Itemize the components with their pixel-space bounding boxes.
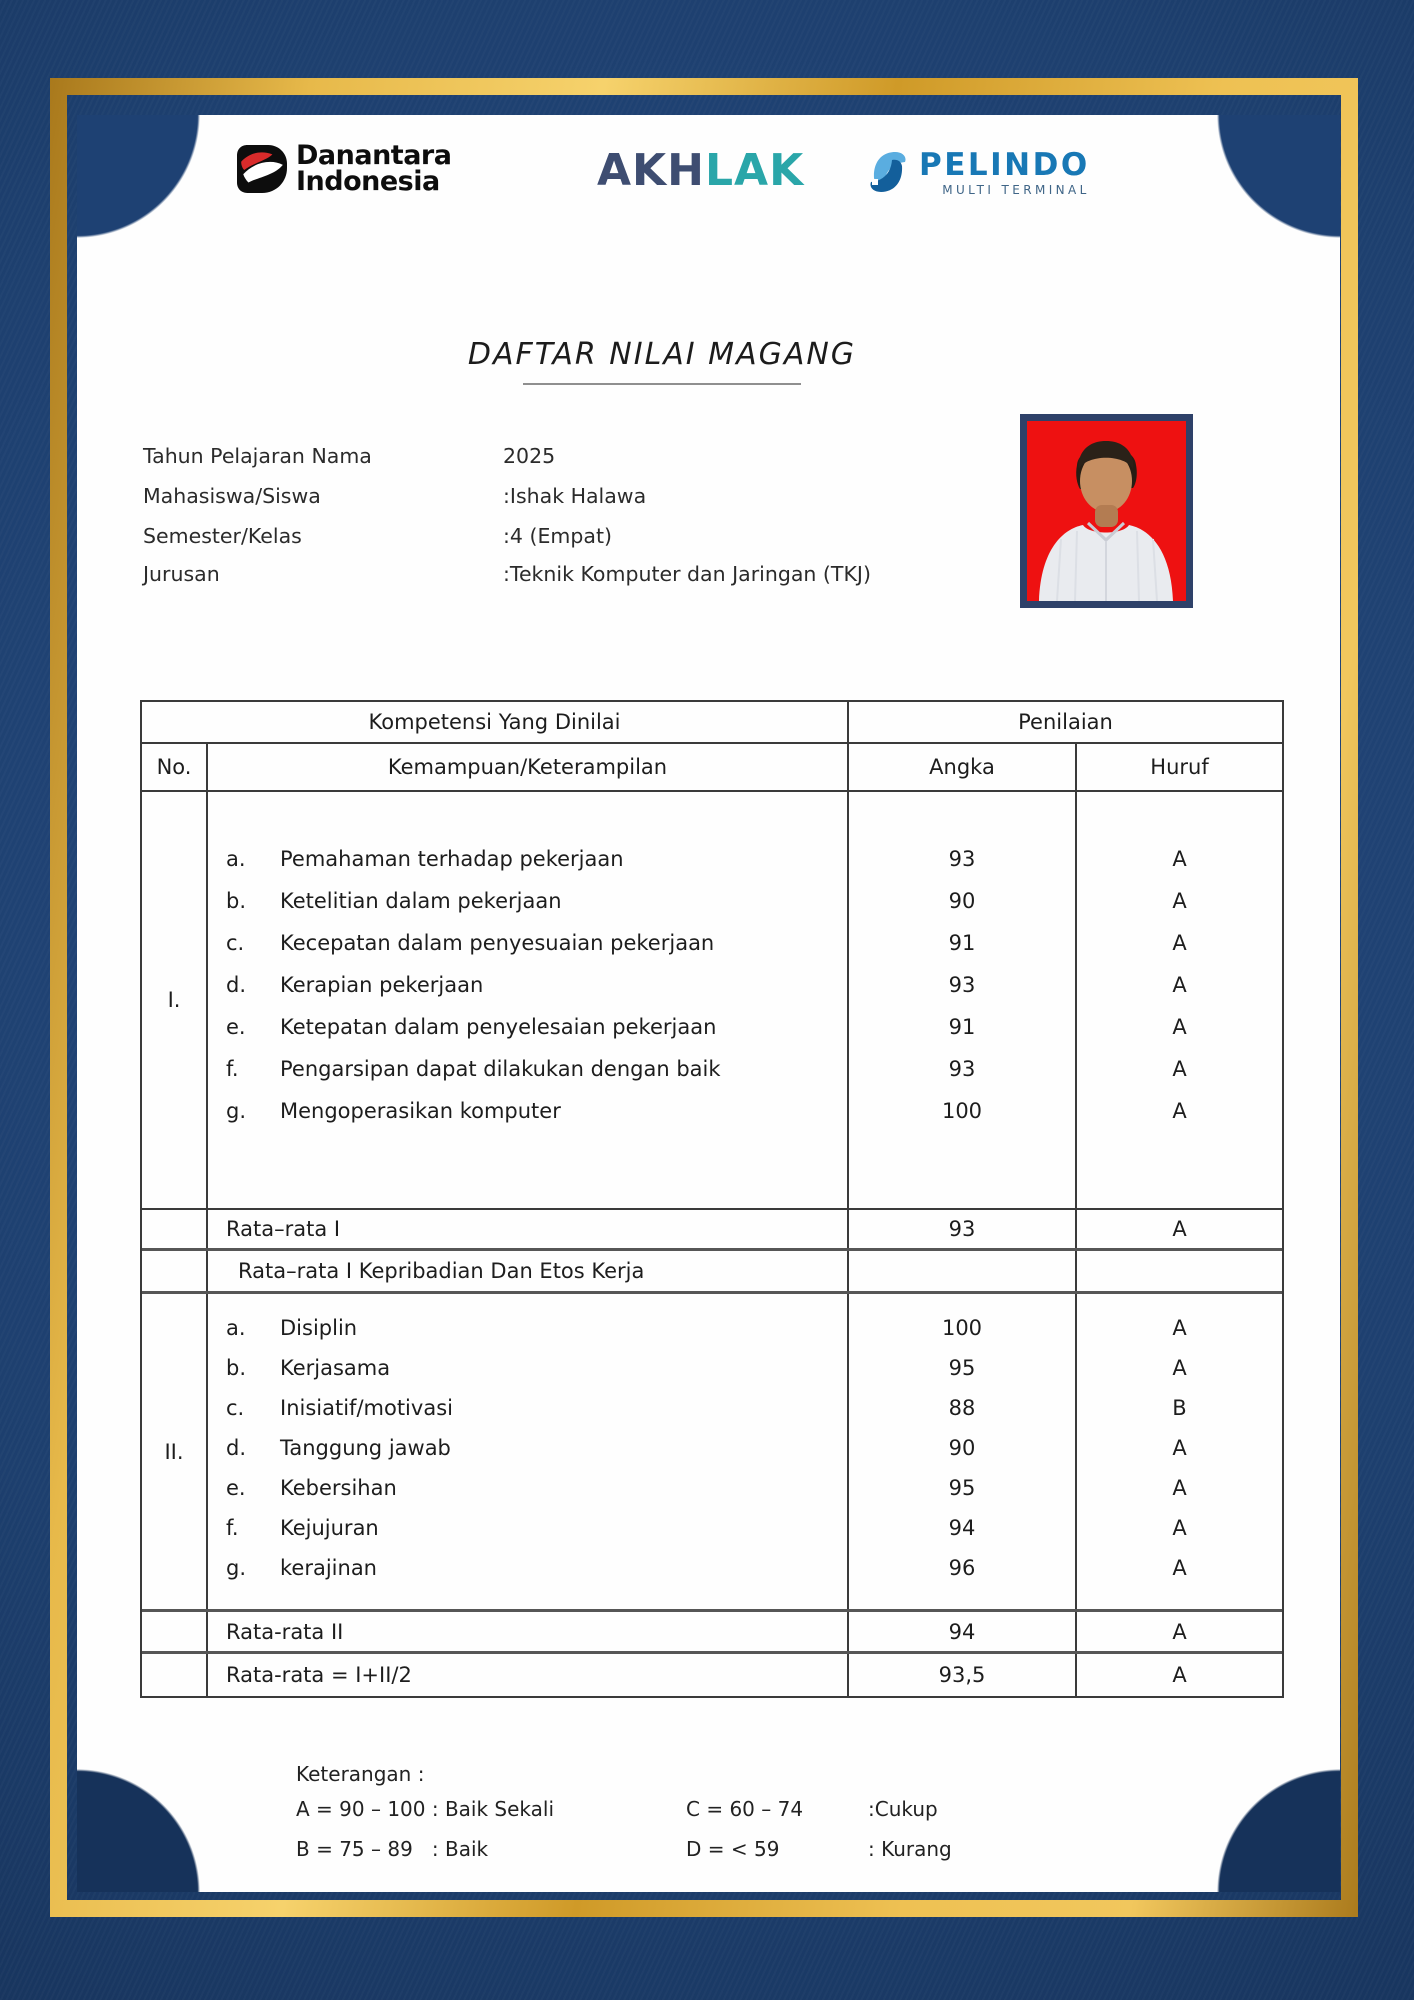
- skill-label: Mengoperasikan komputer: [280, 1099, 561, 1123]
- section-1-angka: [849, 792, 1077, 1208]
- header-skill: Kemampuan/Keterampilan: [208, 744, 849, 790]
- certificate-page: [77, 115, 1340, 1892]
- info-label: Jurusan: [143, 562, 220, 586]
- skill-letter: c.: [226, 931, 245, 955]
- roman-numeral: I.: [167, 988, 181, 1012]
- score-angka: 90: [948, 1436, 976, 1460]
- score-angka: 100: [941, 1099, 983, 1123]
- skill-label: Disiplin: [280, 1316, 358, 1340]
- skill-label: Pengarsipan dapat dilakukan dengan baik: [280, 1057, 721, 1081]
- info-label: Mahasiswa/Siswa: [143, 484, 321, 508]
- section-1-skills: [208, 792, 849, 1208]
- score-angka: 96: [948, 1556, 976, 1580]
- empty-cell: [1077, 1251, 1282, 1291]
- danantara-logo: [237, 140, 452, 197]
- skill-row: [208, 1468, 847, 1508]
- info-value: :4 (Empat): [503, 524, 612, 548]
- legend-grade-d: D = < 59: [686, 1837, 780, 1861]
- skill-row: [208, 1428, 847, 1468]
- skill-letter: d.: [226, 973, 247, 997]
- student-photo: [1020, 414, 1193, 608]
- skill-label: kerajinan: [280, 1556, 377, 1580]
- akhlak-logo: [597, 145, 804, 197]
- section-1-body: [142, 792, 1282, 1210]
- header-competency: Kompetensi Yang Dinilai: [142, 702, 849, 742]
- score-huruf: A: [1172, 1436, 1187, 1460]
- skill-row: [208, 1548, 847, 1588]
- pelindo-logo-icon: [865, 148, 911, 196]
- empty-cell: [142, 1654, 208, 1696]
- skill-label: Kerapian pekerjaan: [280, 973, 484, 997]
- skill-letter: b.: [226, 889, 247, 913]
- info-value: :Ishak Halawa: [503, 484, 647, 508]
- score-huruf: A: [1172, 1316, 1187, 1340]
- score-angka: 95: [948, 1476, 976, 1500]
- score-angka: 90: [948, 889, 976, 913]
- score-huruf: A: [1172, 1356, 1187, 1380]
- skill-letter: g.: [226, 1099, 247, 1123]
- title-underline: [523, 383, 801, 385]
- skill-label: Ketepatan dalam penyelesaian pekerjaan: [280, 1015, 717, 1039]
- empty-cell: [142, 1251, 208, 1291]
- score-angka: 91: [948, 1015, 976, 1039]
- score-huruf: A: [1172, 973, 1187, 997]
- skill-letter: g.: [226, 1556, 247, 1580]
- section-2-angka: [849, 1294, 1077, 1609]
- header-huruf: Huruf: [1150, 755, 1209, 779]
- akhlak-wordmark-lak: LAK: [704, 145, 805, 196]
- average-2-angka: 94: [849, 1612, 1077, 1651]
- empty-cell: [142, 1612, 208, 1651]
- average-1-huruf: A: [1172, 1217, 1187, 1241]
- skill-letter: f.: [226, 1057, 239, 1081]
- skill-letter: c.: [226, 1396, 245, 1420]
- skill-label: Kecepatan dalam penyesuaian pekerjaan: [280, 931, 715, 955]
- skill-row: [208, 1048, 847, 1090]
- divider-row: [142, 1251, 1282, 1294]
- section-2-skills: [208, 1294, 849, 1609]
- total-label: Rata-rata = I+II/2: [208, 1654, 849, 1696]
- skill-letter: f.: [226, 1516, 239, 1540]
- skill-row: [208, 1508, 847, 1548]
- skill-label: Kejujuran: [280, 1516, 379, 1540]
- score-huruf: A: [1172, 847, 1187, 871]
- skill-row: [208, 922, 847, 964]
- header-assessment: Penilaian: [1018, 710, 1113, 734]
- score-huruf: A: [1172, 1015, 1187, 1039]
- score-huruf: A: [1172, 931, 1187, 955]
- average-2-row: [142, 1612, 1282, 1654]
- info-value: 2025: [503, 444, 556, 468]
- akhlak-wordmark-akh: AKH: [597, 145, 705, 196]
- average-2-huruf: A: [1172, 1619, 1187, 1644]
- legend-grade-b: B = 75 – 89 : Baik: [296, 1837, 489, 1861]
- total-huruf: A: [1172, 1663, 1187, 1687]
- grades-table: [140, 700, 1284, 1698]
- table-header-row-1: [142, 702, 1282, 744]
- skill-label: Kebersihan: [280, 1476, 397, 1500]
- section-2-huruf: [1077, 1294, 1282, 1609]
- score-angka: 100: [941, 1316, 983, 1340]
- legend-grade-c: C = 60 – 74: [686, 1797, 804, 1821]
- info-value: :Teknik Komputer dan Jaringan (TKJ): [503, 562, 871, 586]
- score-angka: 93: [948, 847, 976, 871]
- header-angka: Angka: [849, 744, 1077, 790]
- skill-letter: a.: [226, 1316, 246, 1340]
- skill-row: [208, 1348, 847, 1388]
- score-angka: 95: [948, 1356, 976, 1380]
- total-angka: 93,5: [849, 1654, 1077, 1696]
- legend-grade-a: A = 90 – 100 : Baik Sekali: [296, 1797, 555, 1821]
- section-2-numeral: [142, 1294, 208, 1609]
- divider-label: Rata–rata I Kepribadian Dan Etos Kerja: [208, 1251, 849, 1291]
- pelindo-wordmark: PELINDO: [919, 147, 1090, 183]
- score-huruf: A: [1172, 1476, 1187, 1500]
- score-angka: 93: [948, 1057, 976, 1081]
- danantara-wordmark-line2: Indonesia: [296, 166, 440, 197]
- info-label: Tahun Pelajaran Nama: [143, 444, 372, 468]
- legend-title: Keterangan :: [296, 1762, 425, 1786]
- skill-label: Pemahaman terhadap pekerjaan: [280, 847, 624, 871]
- skill-row: [208, 1388, 847, 1428]
- average-1-label: Rata–rata I: [208, 1210, 849, 1248]
- info-label: Semester/Kelas: [143, 524, 302, 548]
- header-no: No.: [142, 744, 208, 790]
- score-angka: 91: [948, 931, 976, 955]
- skill-label: Kerjasama: [280, 1356, 391, 1380]
- danantara-logo-icon: [237, 144, 287, 194]
- score-huruf: A: [1172, 1516, 1187, 1540]
- average-1-row: [142, 1210, 1282, 1251]
- skill-label: Ketelitian dalam pekerjaan: [280, 889, 562, 913]
- skill-row: [208, 1090, 847, 1132]
- student-photo-portrait: [1027, 421, 1186, 601]
- skill-letter: b.: [226, 1356, 247, 1380]
- title-block: [457, 337, 867, 385]
- average-1-angka: 93: [849, 1210, 1077, 1248]
- skill-letter: e.: [226, 1476, 246, 1500]
- score-huruf: A: [1172, 1099, 1187, 1123]
- skill-row: [208, 964, 847, 1006]
- score-huruf: A: [1172, 1057, 1187, 1081]
- average-2-label: Rata-rata II: [208, 1612, 849, 1651]
- score-angka: 94: [948, 1516, 976, 1540]
- skill-row: [208, 1006, 847, 1048]
- skill-label: Tanggung jawab: [280, 1436, 451, 1460]
- legend-grade-d-desc: : Kurang: [868, 1837, 952, 1861]
- section-1-numeral: [142, 792, 208, 1208]
- score-huruf: A: [1172, 1556, 1187, 1580]
- roman-numeral: II.: [164, 1439, 184, 1464]
- score-angka: 93: [948, 973, 976, 997]
- score-huruf: B: [1172, 1396, 1187, 1420]
- danantara-wordmark-line1: Danantara: [296, 140, 452, 171]
- skill-letter: a.: [226, 847, 246, 871]
- pelindo-tagline: MULTI TERMINAL: [942, 183, 1090, 197]
- skill-row: [208, 880, 847, 922]
- skill-row: [208, 838, 847, 880]
- skill-letter: d.: [226, 1436, 247, 1460]
- score-huruf: A: [1172, 889, 1187, 913]
- table-header-row-2: [142, 744, 1282, 792]
- page-title: DAFTAR NILAI MAGANG: [467, 337, 857, 372]
- empty-cell: [142, 1210, 208, 1248]
- section-1-huruf: [1077, 792, 1282, 1208]
- pelindo-logo: [865, 148, 1090, 197]
- legend-row-b: [296, 1837, 1056, 1863]
- score-angka: 88: [948, 1396, 976, 1420]
- total-row: [142, 1654, 1282, 1696]
- skill-label: Inisiatif/motivasi: [280, 1396, 453, 1420]
- empty-cell: [849, 1251, 1077, 1291]
- legend-grade-c-desc: :Cukup: [868, 1797, 938, 1821]
- section-2-body: [142, 1294, 1282, 1612]
- skill-row: [208, 1308, 847, 1348]
- legend-row-a: [296, 1797, 1056, 1823]
- skill-letter: e.: [226, 1015, 246, 1039]
